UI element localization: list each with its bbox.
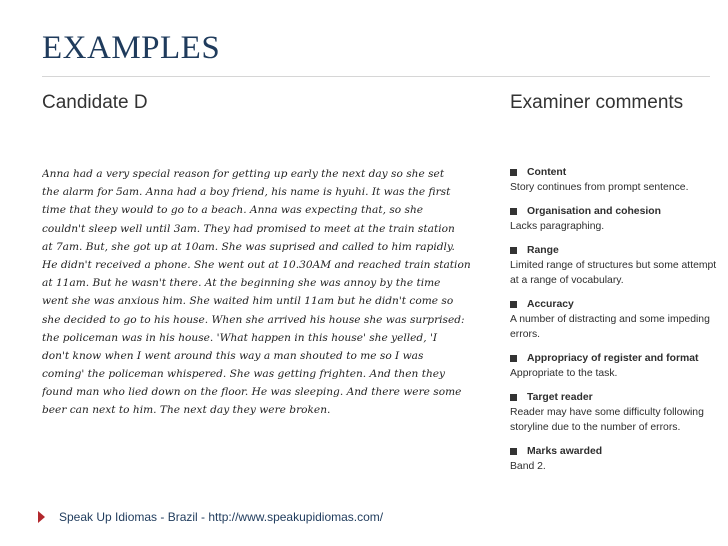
criterion-comment: A number of distracting and some impeding (510, 314, 710, 325)
candidate-heading: Candidate D (42, 92, 148, 113)
criterion-title: Accuracy (527, 299, 574, 310)
essay-line: beer can next to him. The next day they were broken. (42, 404, 331, 417)
criterion-heading (510, 165, 720, 180)
criterion-comment: Band 2. (510, 461, 546, 472)
essay-line: Anna had a very special reason for getting up early the next day so she set (42, 168, 445, 180)
arrow-right-icon (38, 511, 45, 523)
criterion-title: Target reader (527, 392, 593, 403)
criterion-gap (510, 195, 720, 204)
essay-line: the alarm for 5am. Anna had a boy friend, his name is hyuhi. It was the first (42, 186, 451, 199)
criterion-heading (510, 243, 720, 258)
square-bullet-icon (510, 208, 517, 215)
square-bullet-icon (510, 355, 517, 362)
footer-text: Speak Up Idiomas - Brazil - http://www.speakupidiomas.com/ (59, 510, 384, 524)
essay-line: couldn't sleep well until 3am. They had promised to meet at the train station (42, 222, 455, 235)
criterion-gap (510, 234, 720, 243)
criterion-title: Marks awarded (527, 446, 603, 457)
essay-line: don't know when I went around this way a man shouted to me so I was (42, 349, 424, 362)
footer (38, 510, 383, 524)
criterion-title: Content (527, 167, 567, 178)
square-bullet-icon (510, 448, 517, 455)
criterion-comment: Story continues from prompt sentence. (510, 182, 689, 193)
criterion-heading (510, 297, 720, 312)
square-bullet-icon (510, 301, 517, 308)
essay-line: found man who lied down on the floor. He was sleeping. And there were some (42, 386, 462, 399)
criterion-comment: errors. (510, 329, 541, 340)
criterion-heading (510, 204, 720, 219)
criterion-heading (510, 390, 720, 405)
criterion-comment: Appropriate to the task. (510, 368, 618, 379)
square-bullet-icon (510, 394, 517, 401)
essay-line: she decided to go to his house. When she arrived his house she was surprised: (42, 313, 465, 326)
criterion-comment: storyline due to the number of errors. (510, 422, 681, 433)
criterion-title: Appropriacy of register and format (527, 353, 699, 364)
title-divider (42, 76, 710, 77)
examiner-comments (510, 165, 720, 474)
square-bullet-icon (510, 169, 517, 176)
examiner-heading: Examiner comments (510, 92, 684, 113)
criterion-gap (510, 381, 720, 390)
criterion-gap (510, 342, 720, 351)
essay-line: at 7am. But, she got up at 10am. She was suprised and called to him rapidly. (42, 240, 455, 253)
essay-line: coming' the policeman whispered. She was getting frighten. And then they (42, 368, 446, 381)
candidate-essay (42, 165, 492, 420)
criterion-heading (510, 351, 720, 366)
criterion-comment: Reader may have some difficulty following (510, 407, 704, 418)
essay-line: went she was anxious him. She waited him until 11am but he didn't come so (42, 295, 454, 308)
criterion-gap (510, 288, 720, 297)
criterion-title: Organisation and cohesion (527, 206, 661, 217)
essay-line: the policeman was in his house. 'What happen in this house' she yelled, 'I (42, 331, 438, 344)
slide-title: EXAMPLES (42, 30, 221, 66)
criterion-comment: Lacks paragraphing. (510, 221, 605, 232)
essay-line: time that they would to go to a beach. Anna was expecting that, so she (42, 204, 424, 217)
criterion-gap (510, 435, 720, 444)
essay-line: He didn't received a phone. She went out at 10.30AM and reached train station (42, 258, 471, 271)
criterion-comment: Limited range of structures but some attempt (510, 260, 717, 271)
criterion-title: Range (527, 245, 559, 256)
square-bullet-icon (510, 247, 517, 254)
criterion-comment: at a range of vocabulary. (510, 275, 624, 286)
criterion-heading (510, 444, 720, 459)
essay-line: at 11am. But he wasn't there. At the beginning she was annoy by the time (42, 277, 441, 290)
